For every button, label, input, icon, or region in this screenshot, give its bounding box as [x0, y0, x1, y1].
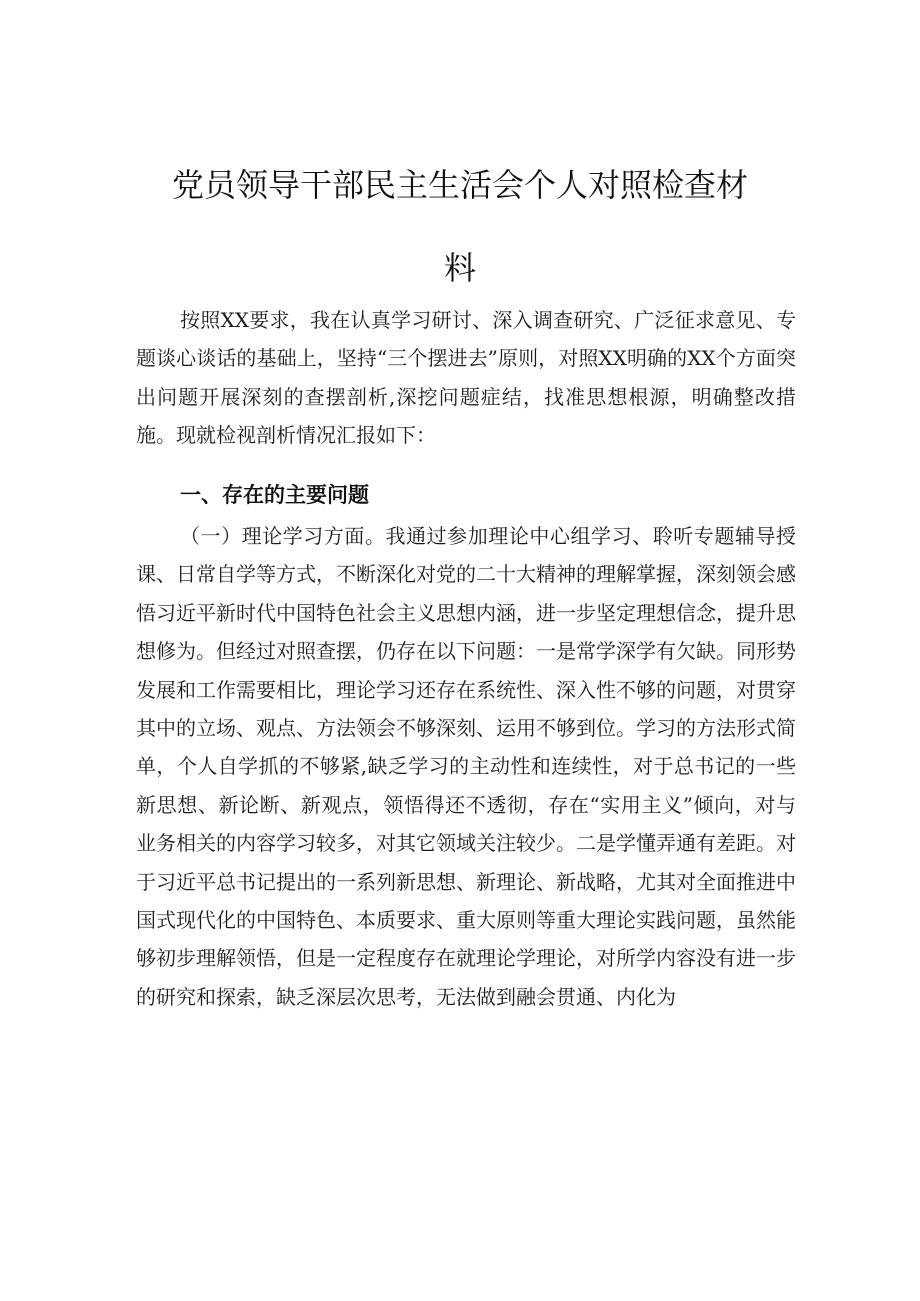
intro-paragraph: 按照XX要求，我在认真学习研讨、深入调查研究、广泛征求意见、专题谈心谈话的基础上，坚持“三个摆进去”原则，对照XX明确的XX个方面突出问题开展深刻的查摆剖析,深挖问题症结，找准思想根源，明确整改措施。现就检视剖析情况汇报如下： — [136, 308, 796, 448]
document-title-line-2: 料 — [443, 249, 476, 287]
document-title-line-1: 党员领导干部民主生活会个人对照检查材 — [171, 166, 748, 204]
section-1-paragraph: （一）理论学习方面。我通过参加理论中心组学习、聆听专题辅导授课、日常自学等方式，不断深化对党的二十大精神的理解掌握，深刻领会感悟习近平新时代中国特色社会主义思想内涵，进一步坚定理想信念，提升思想修为。但经过对照查摆，仍存在以下问题：一是常学深学有欠缺。同形势发展和工作需要相比，理论学习还存在系统性、深入性不够的问题，对贯穿其中的立场、观点、方法领会不够深刻、运用不够到位。学习的方法形式简单，个人自学抓的不够紧,缺乏学习的主动性和连续性，对于总书记的一些新思想、新论断、新观点，领悟得还不透彻，存在“实用主义”倾向，对与业务相关的内容学习较多，对其它领域关注较少。二是学懂弄通有差距。对于习近平总书记提出的一系列新思想、新理论、新战略，尤其对全面推进中国式现代化的中国特色、本质要求、重大原则等重大理论实践问题，虽然能够初步理解领悟，但是一定程度存在就理论学理论，对所学内容没有进一步的研究和探索，缺乏深层次思考，无法做到融会贯通、内化为 — [136, 524, 796, 1009]
section-heading: 一、存在的主要问题 — [180, 483, 369, 507]
